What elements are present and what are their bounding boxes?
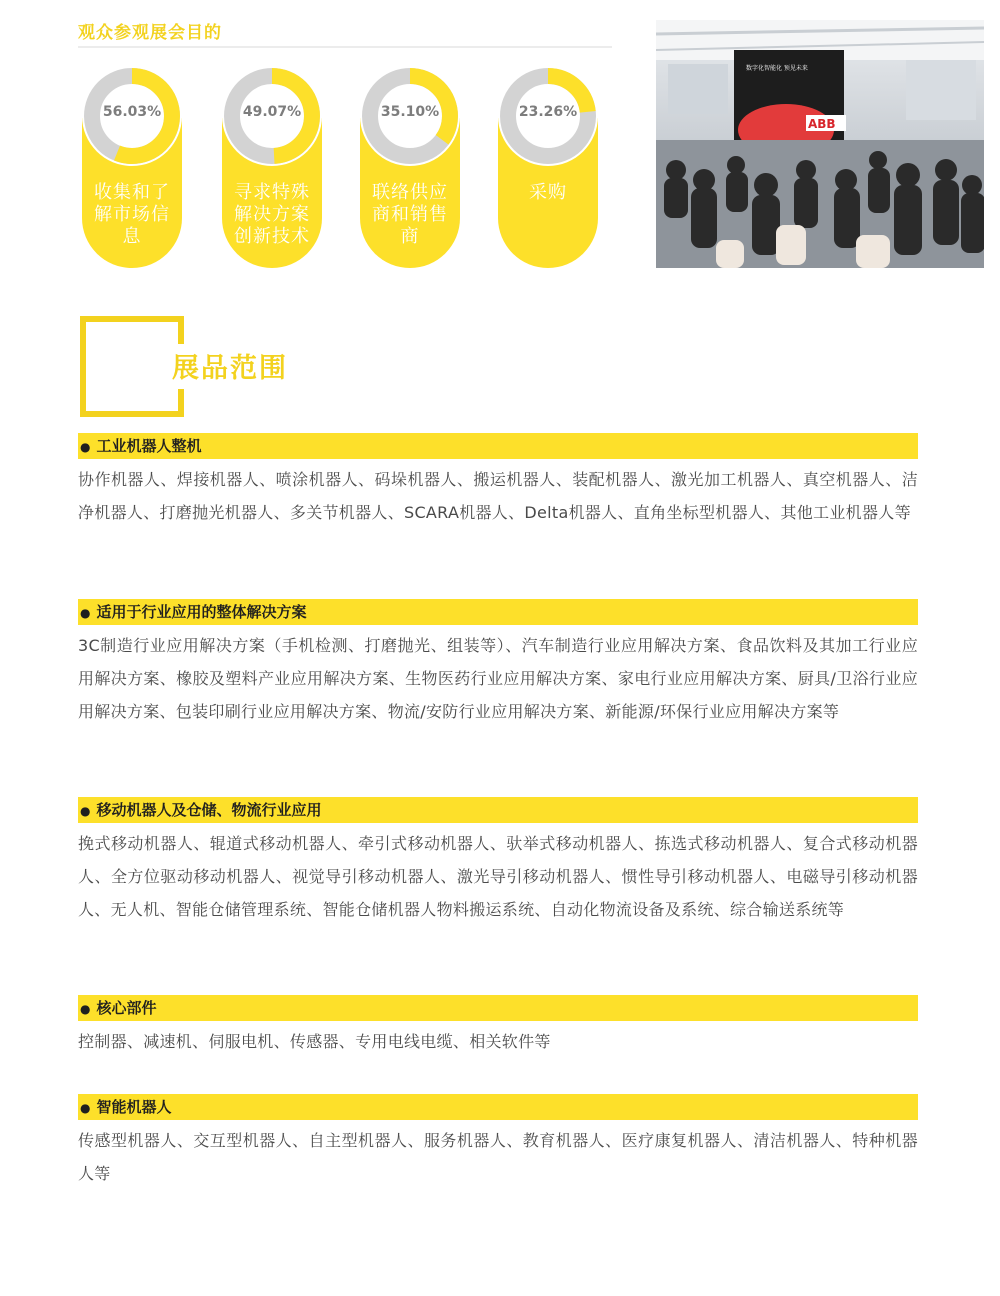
booth-screen-text: 数字化智能化 预见未来 xyxy=(746,65,808,72)
stat-percent: 49.07% xyxy=(242,104,302,120)
category-name: 移动机器人及仓储、物流行业应用 xyxy=(96,801,322,819)
stat-percent: 56.03% xyxy=(102,104,162,120)
category-block xyxy=(78,599,918,728)
bullet-icon: ● xyxy=(80,1002,91,1016)
category-header xyxy=(78,797,918,823)
stat-caption: 采购 xyxy=(529,182,567,203)
category-description: 协作机器人、焊接机器人、喷涂机器人、码垛机器人、搬运机器人、装配机器人、激光加工机器人、真空机器人、洁净机器人、打磨抛光机器人、多关节机器人、SCARA机器人、Delta机器人、直角坐标型机器人、其他工业机器人等 xyxy=(78,470,918,522)
stat-caption: 寻求特殊解决方案创新技术 xyxy=(234,182,310,247)
category-header xyxy=(78,599,918,625)
stat-card xyxy=(80,62,186,272)
purpose-title: 观众参观展会目的 xyxy=(78,23,222,43)
stat-caption: 联络供应商和销售商 xyxy=(372,182,448,247)
stat-card xyxy=(220,62,326,272)
crowd-illustration xyxy=(656,20,984,268)
category-description: 挽式移动机器人、辊道式移动机器人、牵引式移动机器人、驮举式移动机器人、拣选式移动机器人、复合式移动机器人、全方位驱动移动机器人、视觉导引移动机器人、激光导引移动机器人、惯性导引移动机器人、电磁导引移动机器人、无人机、智能仓储管理系统、智能仓储机器人物料搬运系统、自动化物流设备及系统、综合输送系统等 xyxy=(78,834,918,919)
category-header xyxy=(78,995,918,1021)
stat-percent: 35.10% xyxy=(380,104,440,120)
category-description: 3C制造行业应用解决方案（手机检测、打磨抛光、组装等）、汽车制造行业应用解决方案、食品饮料及其加工行业应用解决方案、橡胶及塑料产业应用解决方案、生物医药行业应用解决方案、家电行业应用解决方案、厨具/卫浴行业应用解决方案、包装印刷行业应用解决方案、物流/安防行业应用解决方案、新能源/环保行业应用解决方案等 xyxy=(78,636,918,721)
stat-percent: 23.26% xyxy=(518,104,578,120)
category-name: 工业机器人整机 xyxy=(96,437,202,455)
purpose-stats xyxy=(80,62,620,282)
stat-caption: 收集和了解市场信息 xyxy=(94,182,170,247)
category-block xyxy=(78,433,918,529)
category-block xyxy=(78,995,918,1058)
bullet-icon: ● xyxy=(80,1101,91,1115)
bullet-icon: ● xyxy=(80,606,91,620)
category-name: 适用于行业应用的整体解决方案 xyxy=(96,603,307,621)
stat-card xyxy=(496,62,602,272)
bullet-icon: ● xyxy=(80,804,91,818)
category-description: 传感型机器人、交互型机器人、自主型机器人、服务机器人、教育机器人、医疗康复机器人、清洁机器人、特种机器人等 xyxy=(78,1131,918,1183)
category-block xyxy=(78,1094,918,1190)
brand-logo: ABB xyxy=(808,117,836,131)
category-header xyxy=(78,1094,918,1120)
category-header xyxy=(78,433,918,459)
bullet-icon: ● xyxy=(80,440,91,454)
category-description: 控制器、减速机、伺服电机、传感器、专用电线电缆、相关软件等 xyxy=(78,1032,551,1051)
purpose-divider xyxy=(78,46,612,48)
stat-card xyxy=(358,62,464,272)
exhibition-photo xyxy=(656,20,984,268)
category-block xyxy=(78,797,918,926)
scope-title: 展品范围 xyxy=(172,353,288,384)
category-name: 核心部件 xyxy=(96,999,157,1017)
scope-title-frame xyxy=(80,316,178,417)
category-name: 智能机器人 xyxy=(96,1098,172,1116)
